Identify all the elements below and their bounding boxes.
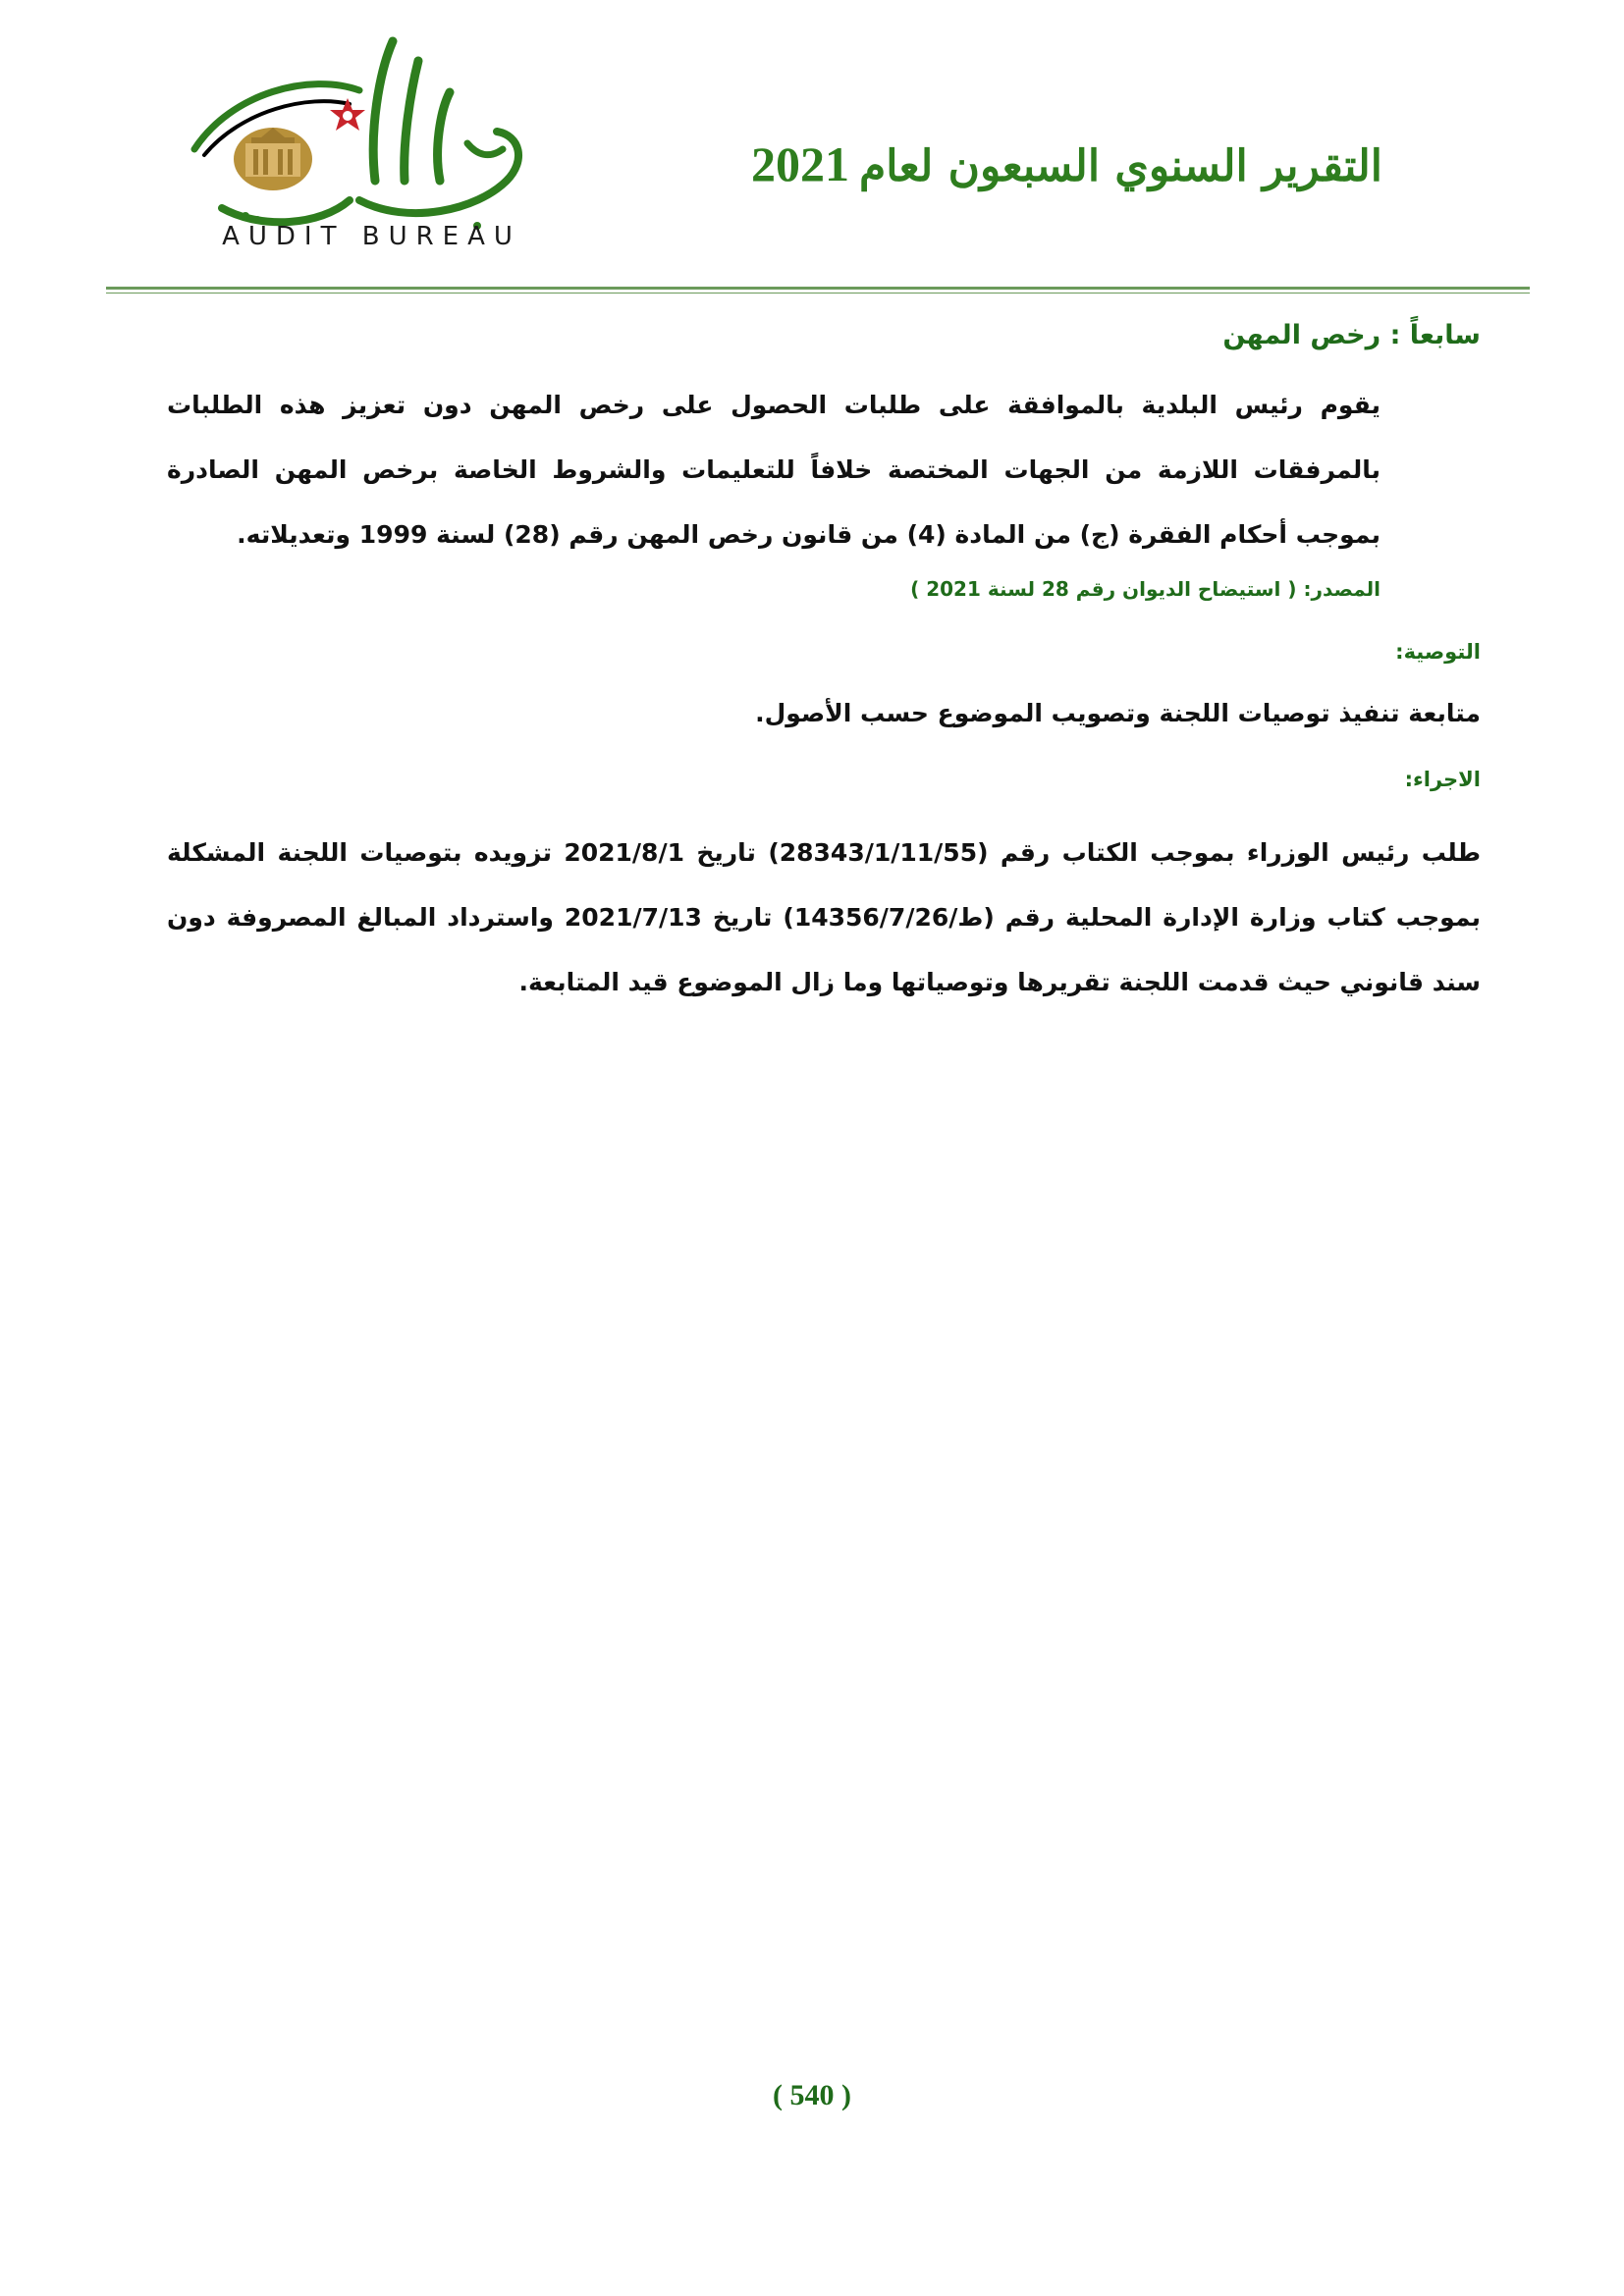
page-number: ( 540 ) (773, 2079, 851, 2111)
recommendation-label: التوصية: (1395, 640, 1481, 664)
section-heading: سابعاً : رخص المهن (1222, 320, 1481, 350)
header-divider (106, 287, 1530, 290)
action-text: طلب رئيس الوزراء بموجب الكتاب رقم (28343/1/11/55) تاريخ 2021/8/1 تزويده بتوصيات اللجنة المشكلة بموجب كتاب وزارة الإدارة المحلية رقم (ط/14356/7/26) تاريخ 2021/7/13 واسترداد المبالغ المصروفة دون سند قانوني حيث قدمت اللجنة تقريرها وتوصياتها وما زال الموضوع قيد المتابعة. (167, 838, 1482, 996)
logo-caption: AUDIT BUREAU (222, 222, 521, 251)
report-title (751, 135, 1382, 192)
report-title-text: التقرير السنوي السبعون لعام (859, 141, 1382, 191)
source-reference: المصدر: ( استيضاح الديوان رقم 28 لسنة 2021 ) (910, 577, 1380, 601)
report-year: 2021 (751, 136, 850, 191)
header-divider-thin (106, 293, 1530, 294)
finding-paragraph: يقوم رئيس البلدية بالموافقة على طلبات الحصول على رخص المهن دون تعزيز هذه الطلبات بالمرفقات اللازمة من الجهات المختصة خلافاً للتعليمات والشروط الخاصة برخص المهن الصادرة بموجب أحكام الفقرة (ج) من المادة (4) من قانون رخص المهن رقم (28) لسنة 1999 وتعديلاته. (167, 391, 1380, 549)
recommendation-text: متابعة تنفيذ توصيات اللجنة وتصويب الموضوع حسب الأصول. (755, 699, 1481, 727)
action-label: الاجراء: (1404, 768, 1481, 791)
